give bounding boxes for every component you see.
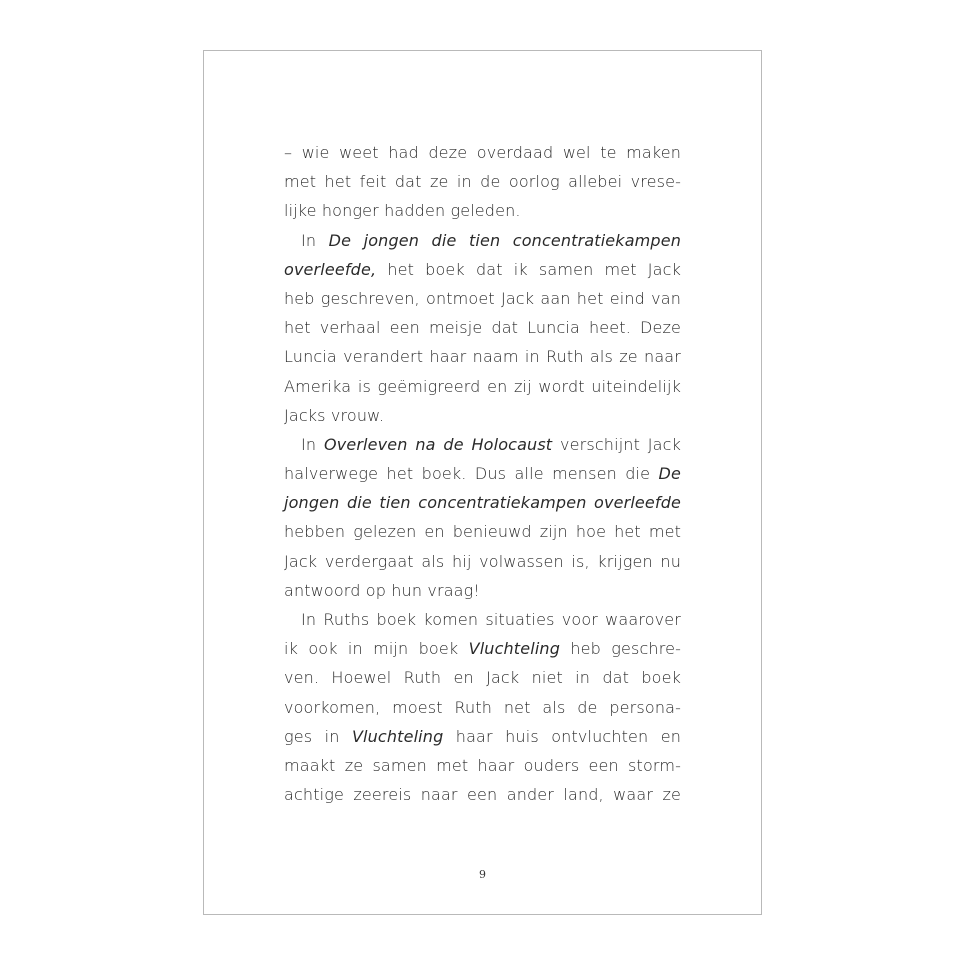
text-segment: In <box>301 230 329 250</box>
text-line <box>284 284 681 313</box>
text-segment: ven. Hoewel Ruth en Jack niet in dat boek <box>284 668 681 688</box>
italic-title-text: De <box>658 464 681 484</box>
page-number: 9 <box>479 868 486 881</box>
text-segment: ik ook in mijn boek <box>284 639 469 659</box>
text-line <box>284 313 681 342</box>
text-line <box>284 196 681 225</box>
body-text <box>284 138 681 809</box>
text-line <box>284 255 681 284</box>
text-line <box>284 634 681 663</box>
text-segment: Amerika is geëmigreerd en zij wordt uiteindelijk <box>284 376 681 396</box>
text-segment: verschijnt Jack <box>552 434 681 454</box>
text-segment: haar huis ontvluchten en <box>443 726 682 746</box>
text-segment: Jack verdergaat als hij volwassen is, krijgen nu <box>284 551 681 571</box>
text-segment: – wie weet had deze overdaad wel te maken <box>284 143 681 162</box>
text-line <box>284 167 681 196</box>
text-line <box>284 547 681 576</box>
text-line <box>284 226 681 255</box>
italic-title-text: jongen die tien concentratiekampen overleefde <box>284 493 681 513</box>
text-segment: achtige zeereis naar een ander land, waar ze <box>284 785 681 805</box>
text-segment: met het feit dat ze in de oorlog allebei vrese- <box>284 172 681 192</box>
text-line <box>284 488 681 517</box>
text-segment: heb geschre- <box>560 639 681 659</box>
text-segment: antwoord op hun vraag! <box>284 580 480 600</box>
text-segment: halverwege het boek. Dus alle mensen die <box>284 464 659 484</box>
text-segment: maakt ze samen met haar ouders een storm- <box>284 755 681 775</box>
italic-title-text: Vluchteling <box>351 726 444 746</box>
text-line <box>284 372 681 401</box>
text-segment: het boek dat ik samen met Jack <box>376 259 681 279</box>
text-segment: hebben gelezen en benieuwd zijn hoe het met <box>284 522 681 542</box>
text-line <box>284 401 681 430</box>
text-segment: ges in <box>284 726 352 746</box>
italic-title-text: De jongen die tien concentratiekampen <box>328 230 681 250</box>
italic-title-text: Vluchteling <box>468 639 561 659</box>
text-line <box>284 605 681 634</box>
text-line <box>284 751 681 780</box>
text-segment: voorkomen, moest Ruth net als de persona- <box>284 697 681 717</box>
text-segment: lijke honger hadden geleden. <box>284 201 521 221</box>
italic-title-text: overleefde, <box>284 259 377 279</box>
text-line <box>284 576 681 605</box>
text-line <box>284 722 681 751</box>
text-segment: Luncia verandert haar naam in Ruth als ze naar <box>284 347 681 367</box>
italic-title-text: Overleven na de Holocaust <box>323 434 553 454</box>
text-segment: het verhaal een meisje dat Luncia heet. Deze <box>284 318 681 338</box>
text-segment: In Ruths boek komen situaties voor waarover <box>301 610 681 629</box>
text-line <box>284 430 681 459</box>
text-segment: Jacks vrouw. <box>284 405 385 425</box>
text-line <box>284 342 681 371</box>
text-line <box>284 663 681 692</box>
book-page <box>203 50 762 915</box>
text-segment: In <box>301 434 324 454</box>
text-line <box>284 693 681 722</box>
text-line <box>284 780 681 809</box>
text-segment: heb geschreven, ontmoet Jack aan het eind van <box>284 288 681 308</box>
text-line <box>284 138 681 167</box>
text-line <box>284 459 681 488</box>
text-line <box>284 517 681 546</box>
